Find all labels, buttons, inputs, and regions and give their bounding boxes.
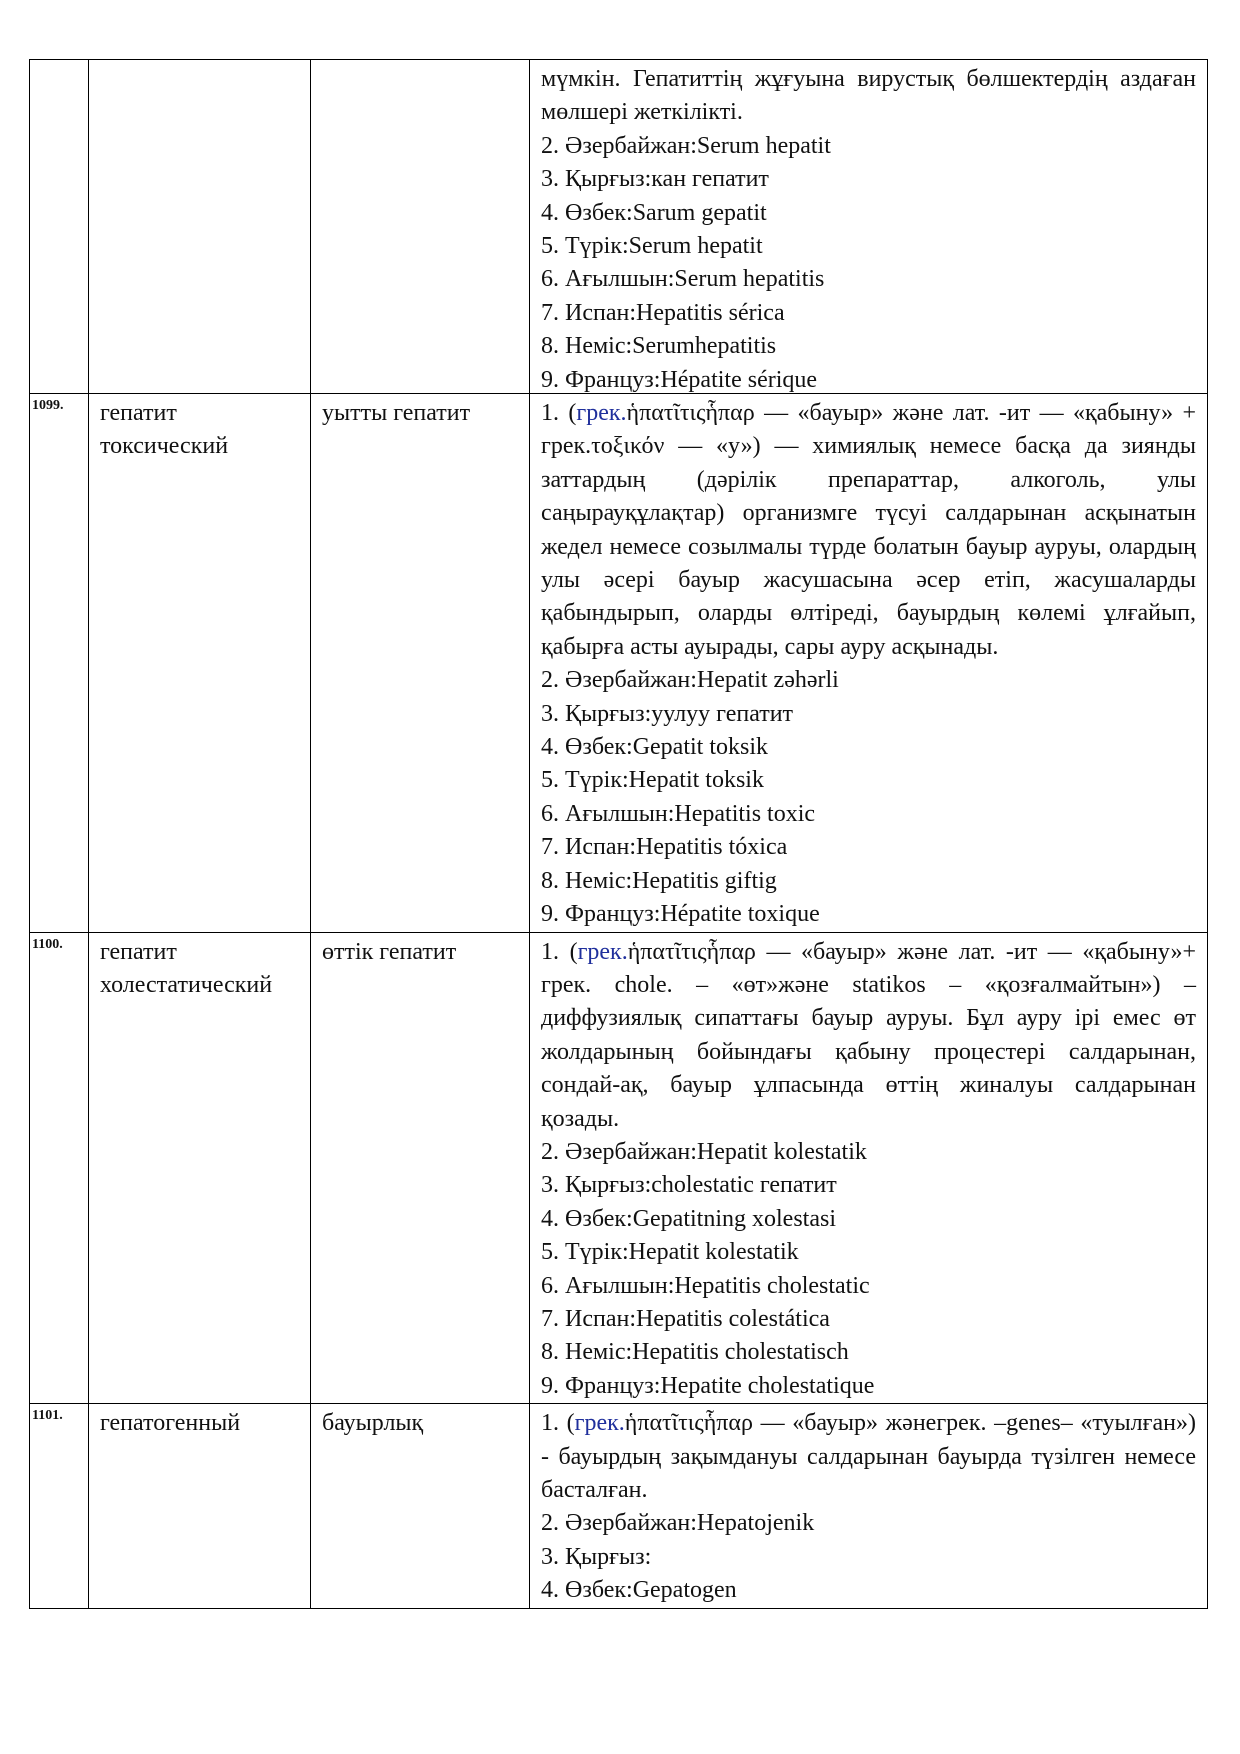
translation-line: 9. Француз:Hepatite cholestatique (541, 1372, 875, 1399)
translation-line: 8. Неміс:Hepatitis cholestatisch (541, 1339, 849, 1366)
translation-line: 7. Испан:Hepatitis tóxica (541, 834, 788, 861)
table-row (30, 1404, 1208, 1608)
translation-line: 6. Ағылшын:Serum hepatitis (541, 266, 825, 293)
translation-line: 2. Әзербайжан:Hepatit kolestatik (541, 1138, 867, 1165)
entry-number: 1100. (30, 932, 89, 1404)
source-language: грек. (574, 1410, 625, 1437)
kazakh-term: бауырлық (311, 1404, 530, 1608)
entry-number (30, 60, 89, 394)
translation-line: 4. Өзбек:Sarum gepatit (541, 199, 767, 226)
translation-line: 5. Түрік:Serum hepatit (541, 233, 763, 260)
translation-line: 2. Әзербайжан:Hepatit zəhərli (541, 667, 839, 694)
definition-text: 1. (грек.ἡπατῖτιςἧπαρ — «бауыр» және лат. -ит — «қабыну» + грек.τοξικόν — «у») — химиялық немесе басқа да зиянды заттардың (дәрілік препараттар, алкоголь, улы саңырауқұлақтар) организмге түсуі салдарынан асқынатын жедел немесе созылмалы түрде болатын бауыр ауруы, олардың улы әсері бауыр жасушасына әсер етіп, жасушаларды қабындырып, оларды өлтіреді, бауырдың көлемі ұлғайып, қабырға асты ауырады, сары ауру асқынады. (541, 400, 1196, 660)
definition-cell (530, 60, 1208, 394)
definition-cell (530, 932, 1208, 1404)
russian-term: гепатогенный (89, 1404, 311, 1608)
translation-line: 5. Түрік:Hepatit kolestatik (541, 1239, 799, 1266)
translation-line: 6. Ағылшын:Hepatitis cholestatic (541, 1272, 870, 1299)
translation-line: 4. Өзбек:Gepatogen (541, 1577, 737, 1604)
translation-line: 8. Неміс:Serumhepatitis (541, 333, 777, 360)
translation-line: 8. Неміс:Hepatitis giftig (541, 867, 777, 894)
russian-term (89, 60, 311, 394)
kazakh-term (311, 60, 530, 394)
definition-text: 1. (грек.ἡπατῖτιςἧπαρ — «бауыр» және лат. -ит — «қабыну»+ грек. chole. – «өт»және statikos – «қозғалмайтын») – диффузиялық сипаттағы бауыр ауруы. Бұл ауру ірі емес өт жолдарының бойындағы қабыну процестері салдарынан, сондай-ақ, бауыр ұлпасында өттің жиналуы салдарынан қозады. (541, 938, 1196, 1132)
definition-text: 1. (грек.ἡπατῖτιςἧπαρ — «бауыр» жәнегрек. –genes– «туылған») - бауырдың зақымдануы салдарынан бауырда түзілген немесе басталған. (541, 1410, 1196, 1503)
kazakh-term: уытты гепатит (311, 394, 530, 933)
translation-line: 4. Өзбек:Gepatitning xolestasi (541, 1205, 836, 1232)
translation-line: 2. Әзербайжан:Serum hepatit (541, 132, 831, 159)
translation-line: 7. Испан:Hepatitis colestática (541, 1305, 830, 1332)
translation-line: 6. Ағылшын:Hepatitis toxic (541, 800, 816, 827)
source-language: грек. (577, 938, 628, 965)
dictionary-table (29, 59, 1208, 1609)
translation-line: 5. Түрік:Hepatit toksik (541, 767, 764, 794)
source-language: грек. (576, 400, 627, 426)
table-row (30, 394, 1208, 933)
entry-number: 1099. (30, 394, 89, 933)
table-row (30, 60, 1208, 394)
definition-cell (530, 1404, 1208, 1608)
translation-line: 7. Испан:Hepatitis sérica (541, 299, 785, 326)
translation-line: 3. Қырғыз: (541, 1543, 652, 1570)
table-row (30, 932, 1208, 1404)
translation-line: 2. Әзербайжан:Hepatojenik (541, 1510, 815, 1537)
definition-text: мүмкін. Гепатиттің жұғуына вирустық бөлшектердің аздаған мөлшері жеткілікті. (541, 66, 1196, 126)
russian-term: гепатит холестатический (89, 932, 311, 1404)
translation-line: 4. Өзбек:Gepatit toksik (541, 734, 769, 761)
entry-number: 1101. (30, 1404, 89, 1608)
kazakh-term: өттік гепатит (311, 932, 530, 1404)
definition-cell (530, 394, 1208, 933)
translation-line: 3. Қырғыз:кан гепатит (541, 166, 769, 193)
russian-term: гепатит токсический (89, 394, 311, 933)
translation-line: 9. Француз:Hépatite sérique (541, 366, 818, 393)
translation-line: 9. Француз:Hépatite toxique (541, 901, 820, 928)
translation-line: 3. Қырғыз:уулуу гепатит (541, 700, 794, 727)
translation-line: 3. Қырғыз:cholestatic гепатит (541, 1172, 837, 1199)
